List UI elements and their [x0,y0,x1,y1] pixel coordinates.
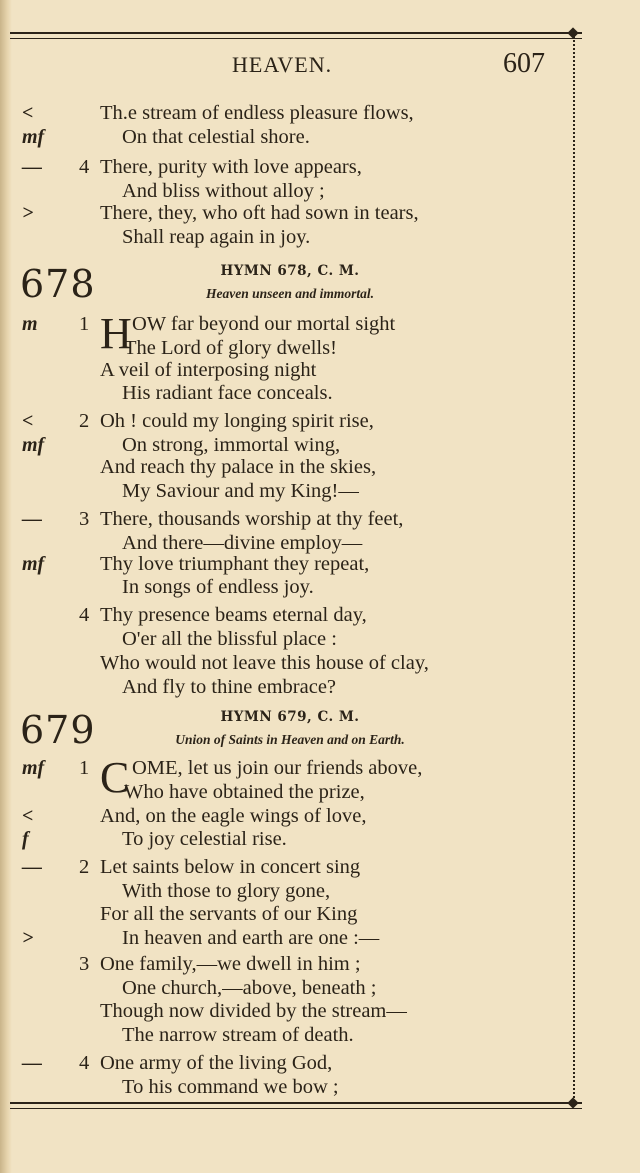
verse-line [0,676,570,700]
line-text: O'er all the blissful place : [122,628,337,650]
drop-cap: C [100,753,130,802]
verse-line [0,1024,570,1048]
line-text: And there—divine employ— [122,532,363,554]
line-text: One family,—we dwell in him ; [100,953,361,975]
verse-number: 2 [79,856,90,878]
verse-line [0,359,570,383]
running-head: HEAVEN. [232,52,333,77]
verse-line [0,102,570,126]
verse-number: 4 [79,156,90,178]
line-text: With those to glory gone, [122,880,331,902]
verse-number: 3 [79,508,90,530]
dynamic-mark: mf [22,757,45,779]
line-text: And reach thy palace in the skies, [100,456,377,478]
line-text: OW far beyond our mortal sight [132,313,396,335]
verse-line [0,828,570,852]
line-text: There, purity with love appears, [100,156,362,178]
line-text: And, on the eagle wings of love, [100,805,367,827]
line-text: In heaven and earth are one :— [122,927,380,949]
dynamic-mark: < [22,805,34,827]
verse-line [0,382,570,406]
line-text: OME, let us join our friends above, [132,757,423,779]
verse-line [0,1076,570,1100]
line-text: On strong, immortal wing, [122,434,341,456]
dynamic-mark: mf [22,553,45,575]
line-text: One church,—above, beneath ; [122,977,377,999]
dynamic-mark: m [22,313,38,335]
verse-line [0,977,570,1001]
line-text: Thy presence beams eternal day, [100,604,367,626]
bottom-border-rule [10,1102,582,1109]
line-text: One army of the living God, [100,1052,333,1074]
dynamic-mark: f [22,828,29,850]
verse-line [0,553,570,577]
verse-line [0,652,570,676]
hymn-subtitle-679: Union of Saints in Heaven and on Earth. [175,732,405,747]
line-text: And fly to thine embrace? [122,676,337,698]
verse-line [0,226,570,250]
verse-line [0,434,570,458]
hymn-title-678: HYMN 678, C. M. [220,263,360,279]
verse-line [0,456,570,480]
verse-number: 3 [79,953,90,975]
dynamic-mark: mf [22,434,45,456]
verse-line [0,805,570,829]
line-text: The narrow stream of death. [122,1024,354,1046]
verse-line [0,508,570,532]
hymn-number-679: 679 [20,708,96,752]
verse-line [0,156,570,180]
dynamic-mark: > [22,927,34,949]
top-border-rule [10,32,582,39]
verse-line [0,576,570,600]
line-text: On that celestial shore. [122,126,310,148]
line-text: Oh ! could my longing spirit rise, [100,410,374,432]
line-text: Thy love triumphant they repeat, [100,553,370,575]
line-text: Who would not leave this house of clay, [100,652,429,674]
verse-line [0,180,570,204]
verse-number: 4 [79,1052,90,1074]
verse-line [0,903,570,927]
line-text: A veil of interposing night [100,359,317,381]
verse-number: 2 [79,410,90,432]
dynamic-mark: mf [22,126,45,148]
line-text: Th.e stream of endless pleasure flows, [100,102,414,124]
line-text: Let saints below in concert sing [100,856,361,878]
page-number: 607 [503,48,545,79]
line-text: And bliss without alloy ; [122,180,325,202]
verse-line [0,410,570,434]
verse-number: 1 [79,313,90,335]
verse-line [0,953,570,977]
line-text: There, thousands worship at thy feet, [100,508,404,530]
line-text: Shall reap again in joy. [122,226,311,248]
verse-line [0,1000,570,1024]
line-text: For all the servants of our King [100,903,358,925]
verse-line [0,126,570,150]
verse-line [0,880,570,904]
dynamic-mark: — [22,1052,42,1074]
line-text: Who have obtained the prize, [124,781,365,803]
line-text: In songs of endless joy. [122,576,314,598]
dynamic-mark: — [22,156,42,178]
dynamic-mark: — [22,856,42,878]
verse-line [0,480,570,504]
dynamic-mark: — [22,508,42,530]
dynamic-mark: < [22,410,34,432]
verse-line [0,856,570,880]
dynamic-mark: < [22,102,34,124]
verse-number: 1 [79,757,90,779]
line-text: To joy celestial rise. [122,828,287,850]
verse-line [0,202,570,226]
verse-line [0,604,570,628]
line-text: There, they, who oft had sown in tears, [100,202,419,224]
right-border-rule [573,36,575,1102]
line-text: To his command we bow ; [122,1076,339,1098]
verse-line [0,927,570,951]
verse-line [0,781,570,805]
hymn-number-678: 678 [20,262,96,306]
line-text: His radiant face conceals. [122,382,333,404]
line-text: My Saviour and my King!— [122,480,359,502]
hymn-subtitle-678: Heaven unseen and immortal. [205,286,374,301]
verse-number: 4 [79,604,90,626]
dynamic-mark: > [22,202,34,224]
verse-line [0,1052,570,1076]
verse-line [0,337,570,361]
drop-cap: H [100,309,132,358]
hymn-title-679: HYMN 679, C. M. [220,709,360,725]
verse-line [0,628,570,652]
line-text: Though now divided by the stream— [100,1000,407,1022]
line-text: The Lord of glory dwells! [124,337,337,359]
